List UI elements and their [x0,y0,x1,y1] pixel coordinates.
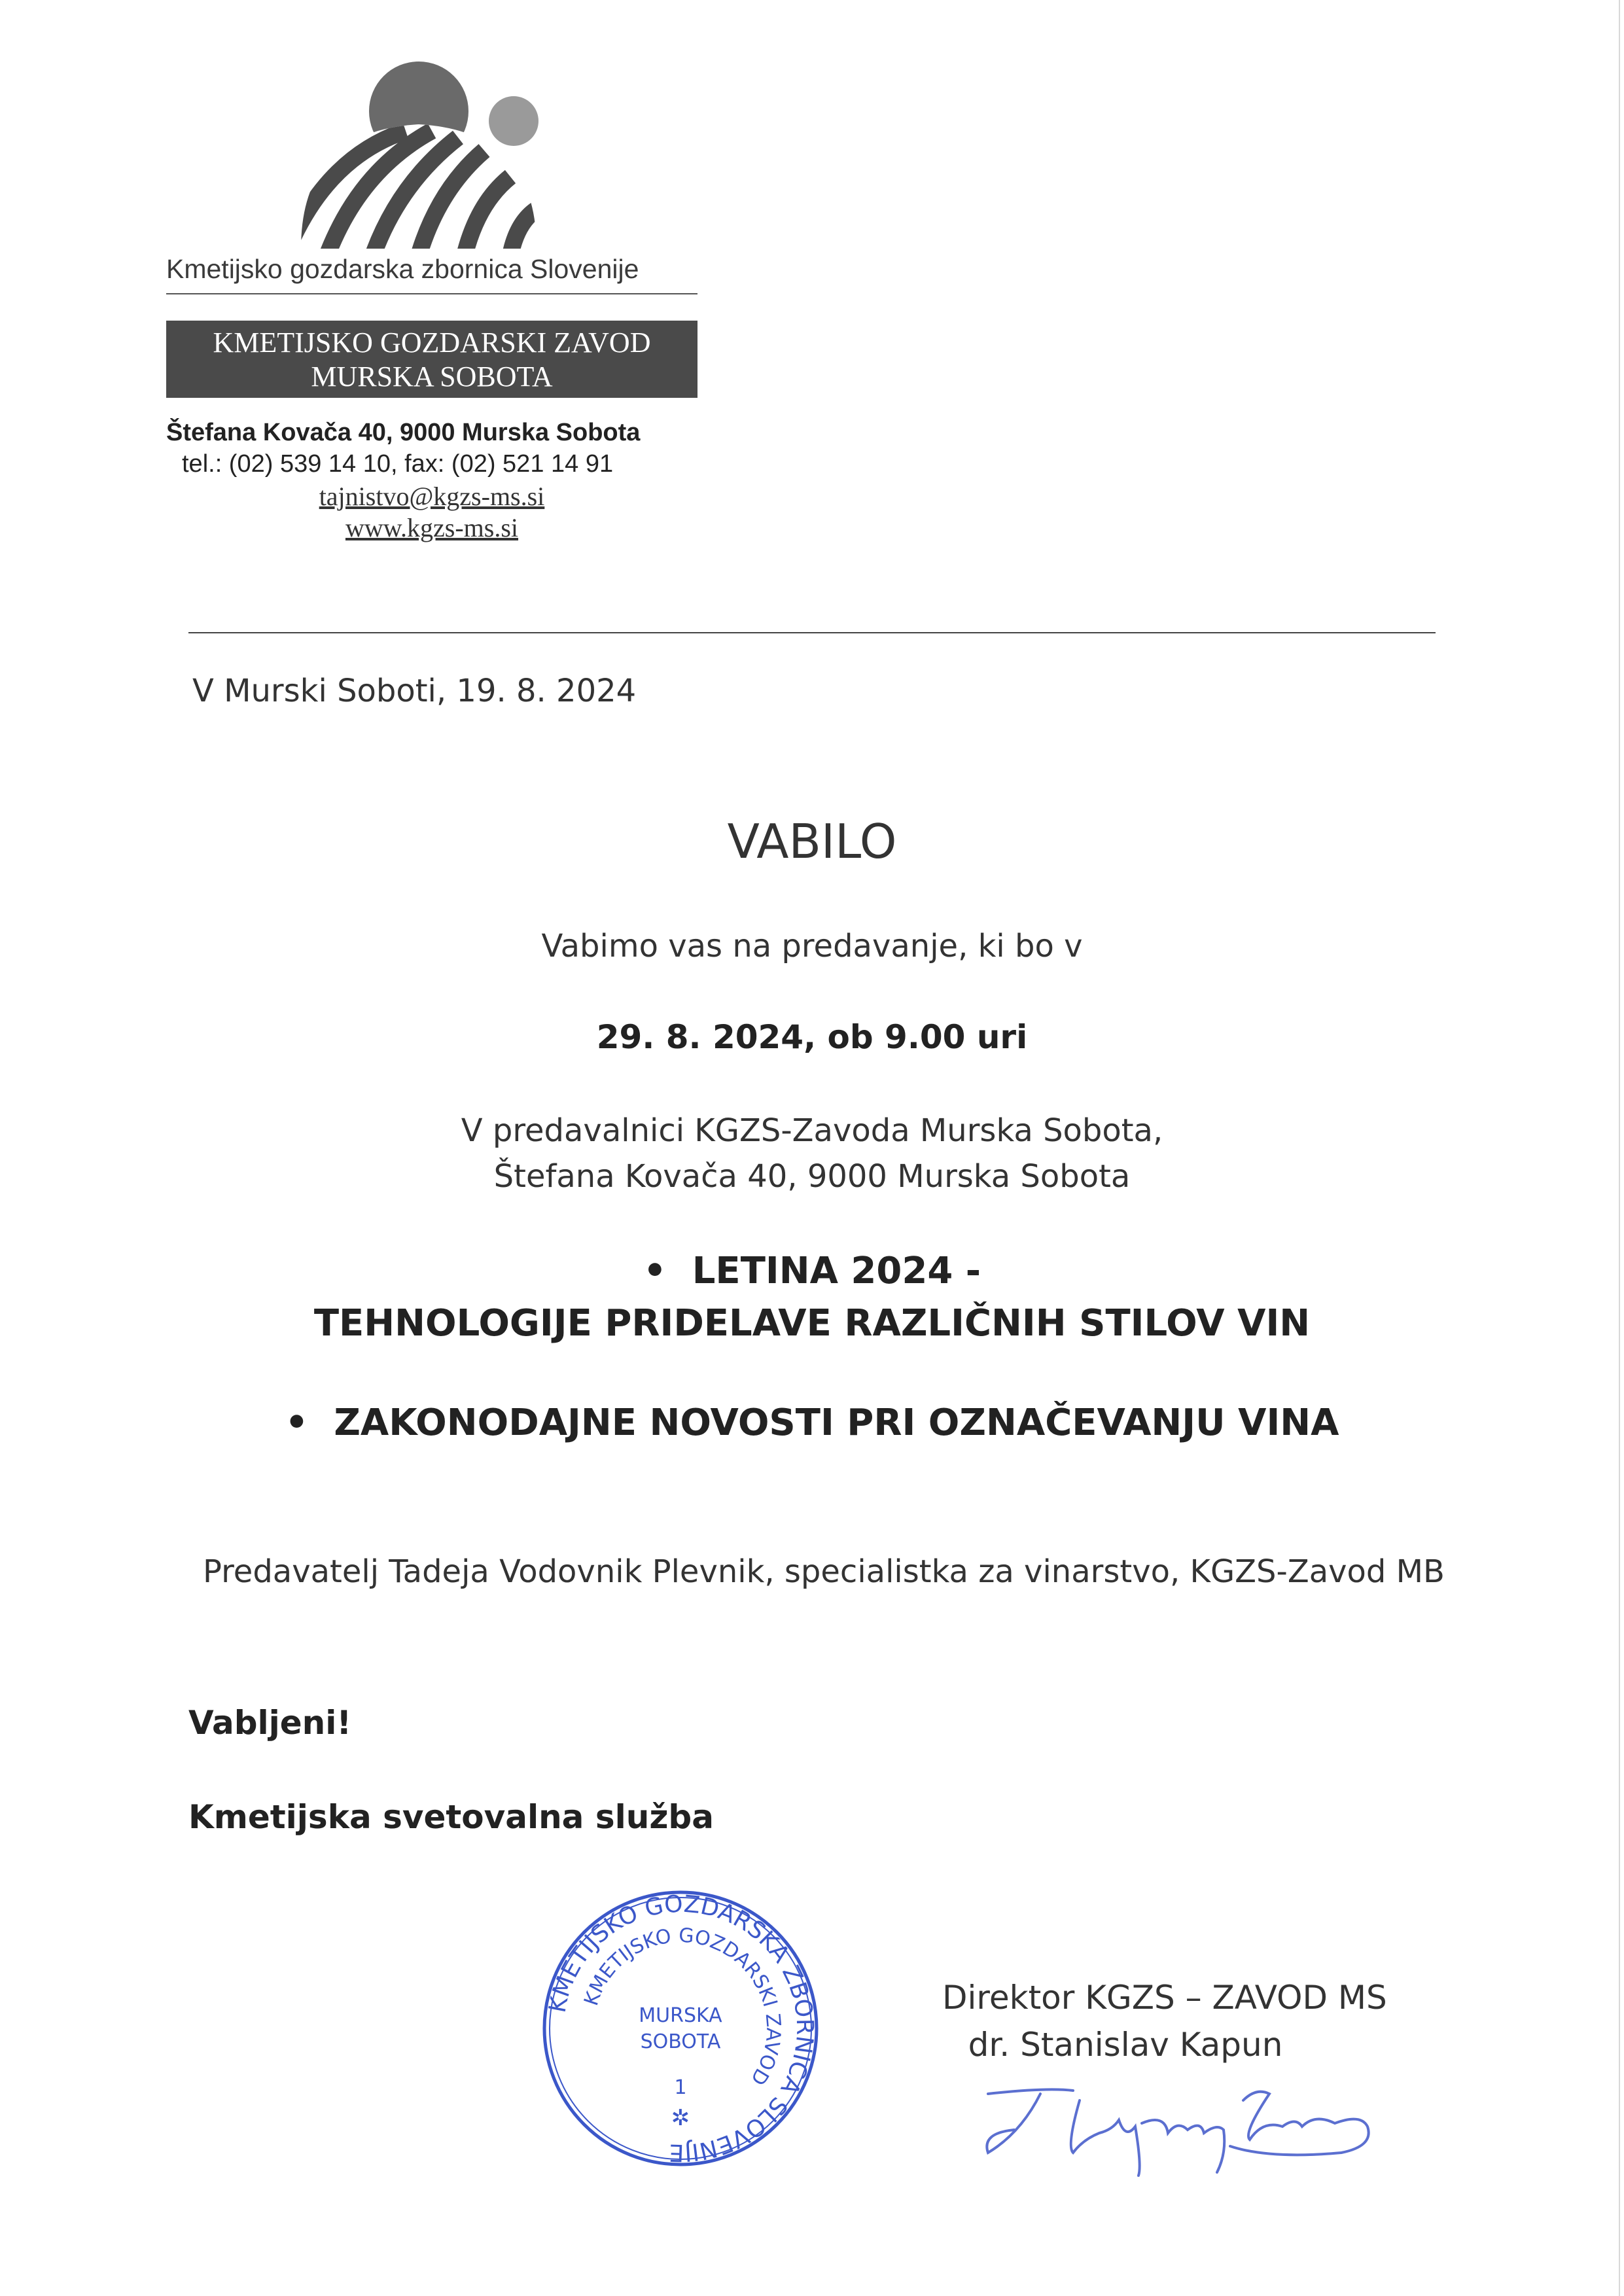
venue-line1: V predavalnici KGZS-Zavoda Murska Sobota, [461,1112,1163,1149]
official-stamp [537,1884,824,2172]
page-title: VABILO [727,814,897,869]
header-phone-fax: tel.: (02) 539 14 10, fax: (02) 521 14 91 [182,450,614,478]
stamp-star-icon: ✲ [671,2105,690,2131]
institute-banner [166,321,697,398]
service-name: Kmetijska svetovalna služba [188,1798,714,1836]
topic-1-heading [0,1250,1624,1292]
header-website[interactable]: www.kgzs-ms.si [345,513,519,542]
institute-name-line1: KMETIJSKO GOZDARSKI ZAVOD [213,327,651,359]
stamp-outer-text: KMETIJSKO GOZDARSKA ZBORNICA SLOVENIJE [544,1890,819,2166]
lecturer: Predavatelj Tadeja Vodovnik Plevnik, specialistka za vinarstvo, KGZS-Zavod MB [203,1553,1445,1590]
closing-greeting: Vabljeni! [188,1704,352,1742]
director-title: Direktor KGZS – ZAVOD MS [942,1979,1387,2017]
director-name: dr. Stanislav Kapun [968,2026,1283,2064]
stamp-center-line1: MURSKA [639,2004,722,2027]
header-email[interactable]: tajnistvo@kgzs-ms.si [319,482,545,511]
topic-2-text: ZAKONODAJNE NOVOSTI PRI OZNAČEVANJU VINA [334,1402,1339,1444]
stamp-inner-text: KMETIJSKO GOZDARSKI ZAVOD [580,1924,785,2089]
stamp-center-line2: SOBOTA [640,2030,721,2053]
topic-1-line2: TEHNOLOGIJE PRIDELAVE RAZLIČNIH STILOV VIN [313,1302,1311,1345]
bullet-icon: • [285,1402,309,1444]
logo-divider [166,293,697,294]
bullet-icon: • [643,1250,667,1292]
director-signature [968,2061,1387,2179]
invitation-intro: Vabimo vas na predavanje, ki bo v [541,928,1083,964]
logo-sun-small [489,96,538,146]
institute-name-line2: MURSKA SOBOTA [311,361,553,393]
topic-1-line1: LETINA 2024 - [692,1250,981,1292]
topic-2-heading [0,1402,1624,1444]
header-address: Štefana Kovača 40, 9000 Murska Sobota [166,419,641,446]
venue-line2: Štefana Kovača 40, 9000 Murska Sobota [493,1158,1131,1195]
header-separator [188,632,1436,633]
chamber-logo [288,52,589,262]
chamber-name: Kmetijsko gozdarska zbornica Slovenije [166,254,639,284]
place-date: V Murski Soboti, 19. 8. 2024 [192,673,637,709]
event-datetime: 29. 8. 2024, ob 9.00 uri [596,1018,1028,1056]
stamp-number: 1 [674,2076,687,2099]
